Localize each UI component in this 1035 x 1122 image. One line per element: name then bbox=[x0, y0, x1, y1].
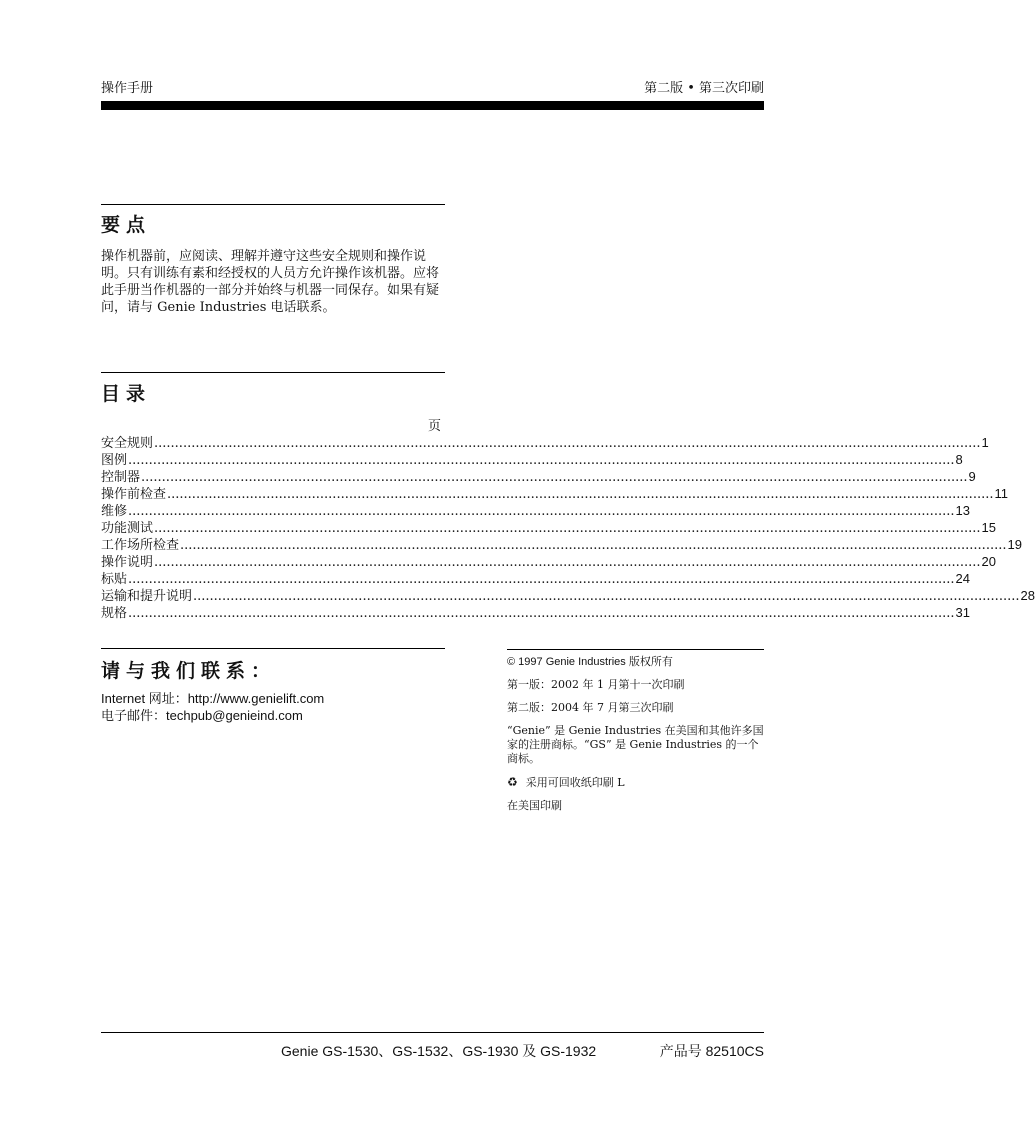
contact-title: 请与我们联系： bbox=[101, 660, 277, 682]
toc-entry[interactable] bbox=[101, 483, 1008, 502]
toc-page-header: 页 bbox=[427, 419, 441, 434]
toc-entry-page: 9 bbox=[968, 469, 976, 484]
trademark-text: “Genie” 是 Genie Industries 在美国和其他许多国家的注册商标。“GS” 是 Genie Industries 的一个商标。 bbox=[507, 724, 764, 765]
first-edition-text: 第一版：2002 年 1 月第十一次印刷 bbox=[507, 678, 685, 691]
copyright-text: © 1997 Genie Industries 版权所有 bbox=[507, 656, 673, 668]
toc-entry[interactable] bbox=[101, 602, 970, 621]
edition-label: 第二版 • 第三次印刷 bbox=[644, 81, 764, 96]
header-bar bbox=[101, 101, 764, 110]
recycled-text: 采用可回收纸印刷 L bbox=[525, 776, 625, 789]
toc-leader-dots: ........................................................................................................................................................................................................ bbox=[128, 504, 955, 519]
toc-entry-page: 8 bbox=[955, 452, 963, 467]
toc-leader-dots: ........................................................................................................................................................................................................ bbox=[128, 453, 955, 468]
printed-text: 在美国印刷 bbox=[507, 799, 562, 812]
toc-entry[interactable] bbox=[101, 585, 1035, 604]
contact-website[interactable]: Internet 网址：http://www.genielift.com bbox=[101, 691, 325, 706]
important-text: 操作机器前，应阅读、理解并遵守这些安全规则和操作说明。只有训练有素和经授权的人员方允许操作该机器。应将此手册当作机器的一部分并始终与机器一同保存。如果有疑问，请与 Genie Industries 电话联系。 bbox=[101, 249, 440, 315]
toc-leader-dots: ........................................................................................................................................................................................................ bbox=[180, 538, 1007, 553]
toc-leader-dots: ........................................................................................................................................................................................................ bbox=[128, 572, 955, 587]
toc-entry-page: 1 bbox=[981, 435, 989, 450]
toc-entry-label: 安全规则 bbox=[101, 436, 154, 451]
contact-rule bbox=[101, 648, 445, 649]
toc-leader-dots: ........................................................................................................................................................................................................ bbox=[154, 555, 981, 570]
toc-entry-label: 操作说明 bbox=[101, 555, 154, 570]
toc-entry-label: 维修 bbox=[101, 504, 128, 519]
footer-rule bbox=[101, 1032, 764, 1033]
toc-list bbox=[101, 432, 1035, 621]
toc-entry-page: 11 bbox=[994, 486, 1008, 501]
recycled-line bbox=[507, 775, 764, 790]
toc-entry-label: 控制器 bbox=[101, 470, 141, 485]
important-title: 要点 bbox=[101, 214, 152, 236]
toc-entry-page: 13 bbox=[955, 503, 970, 518]
manual-title: 操作手册 bbox=[101, 81, 154, 96]
toc-entry-label: 操作前检查 bbox=[101, 487, 167, 502]
toc-entry-label: 规格 bbox=[101, 606, 128, 621]
toc-entry[interactable] bbox=[101, 449, 963, 468]
toc-entry-label: 标贴 bbox=[101, 572, 128, 587]
toc-entry[interactable] bbox=[101, 432, 989, 451]
toc-entry-page: 15 bbox=[981, 520, 996, 535]
toc-title: 目录 bbox=[101, 383, 152, 405]
toc-entry-page: 20 bbox=[981, 554, 996, 569]
legal-rule bbox=[507, 649, 764, 650]
toc-entry[interactable] bbox=[101, 500, 970, 519]
toc-entry[interactable] bbox=[101, 551, 996, 570]
second-edition-text: 第二版：2004 年 7 月第三次印刷 bbox=[507, 701, 674, 714]
toc-leader-dots: ........................................................................................................................................................................................................ bbox=[141, 470, 968, 485]
contact-email[interactable]: 电子邮件：techpub@genieind.com bbox=[101, 708, 303, 723]
toc-leader-dots: ........................................................................................................................................................................................................ bbox=[193, 589, 1020, 604]
toc-entry-page: 24 bbox=[955, 571, 970, 586]
toc-entry[interactable] bbox=[101, 466, 976, 485]
toc-leader-dots: ........................................................................................................................................................................................................ bbox=[167, 487, 994, 502]
toc-rule bbox=[101, 372, 445, 373]
toc-entry-page: 31 bbox=[955, 605, 970, 620]
toc-leader-dots: ........................................................................................................................................................................................................ bbox=[154, 436, 981, 451]
toc-entry-label: 运输和提升说明 bbox=[101, 589, 193, 604]
important-rule bbox=[101, 204, 445, 205]
toc-entry-label: 图例 bbox=[101, 453, 128, 468]
footer-part-number: 产品号 82510CS bbox=[659, 1043, 764, 1059]
toc-entry[interactable] bbox=[101, 517, 996, 536]
legal-block bbox=[507, 655, 764, 822]
toc-leader-dots: ........................................................................................................................................................................................................ bbox=[154, 521, 981, 536]
toc-entry[interactable] bbox=[101, 568, 970, 587]
toc-entry-page: 19 bbox=[1007, 537, 1022, 552]
toc-entry-page: 28 bbox=[1020, 588, 1035, 603]
contact-info bbox=[101, 690, 324, 724]
toc-entry[interactable] bbox=[101, 534, 1022, 553]
toc-leader-dots: ........................................................................................................................................................................................................ bbox=[128, 606, 955, 621]
footer-models: Genie GS-1530、GS-1532、GS-1930 及 GS-1932 bbox=[281, 1043, 597, 1059]
toc-entry-label: 功能测试 bbox=[101, 521, 154, 536]
toc-entry-label: 工作场所检查 bbox=[101, 538, 180, 553]
recycle-icon: ♻ bbox=[507, 775, 518, 789]
